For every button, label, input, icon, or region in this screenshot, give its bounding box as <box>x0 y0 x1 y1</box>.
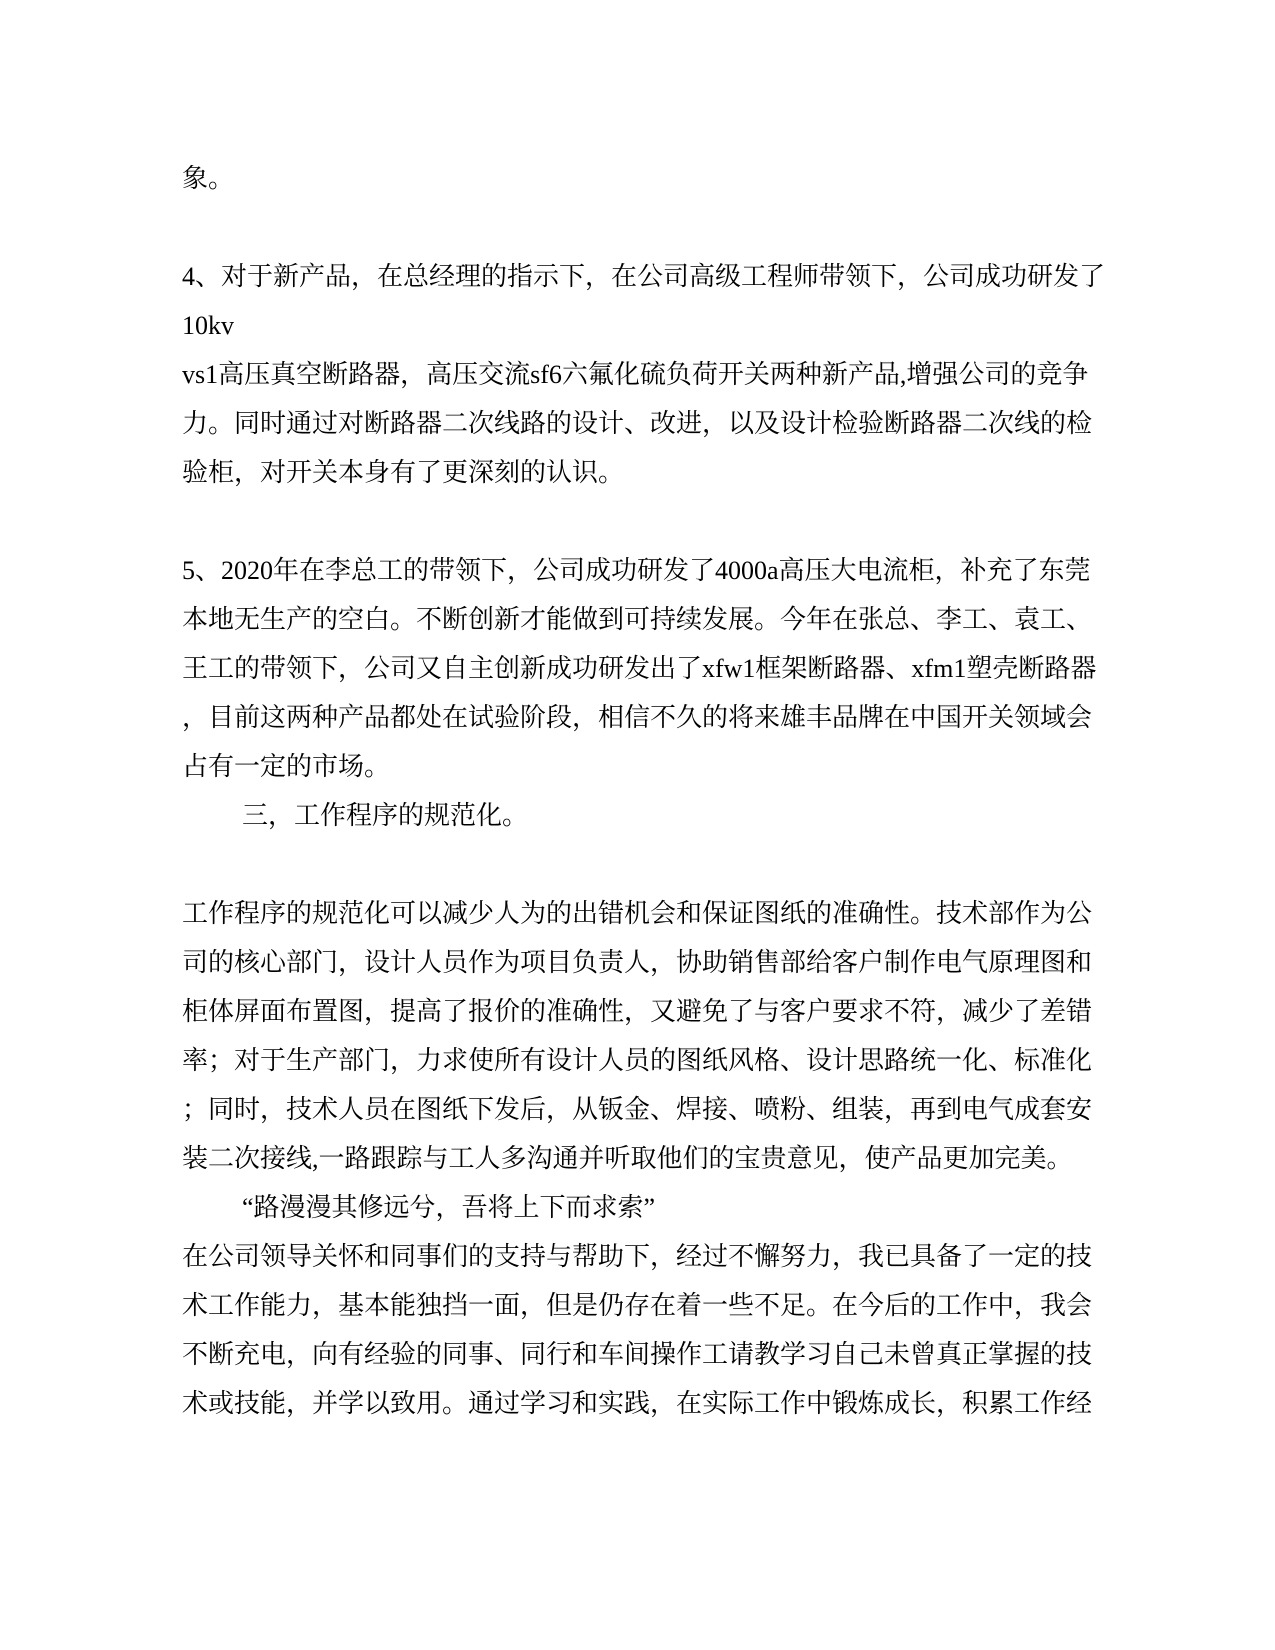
text-line: 王工的带领下，公司又自主创新成功研发出了xfw1框架断路器、xfm1塑壳断路器 <box>182 654 1097 683</box>
text-line: 率；对于生产部门，力求使所有设计人员的图纸风格、设计思路统一化、标准化 <box>182 1046 1093 1075</box>
text-line: 5、2020年在李总工的带领下，公司成功研发了4000a高压大电流柜，补充了东莞 <box>182 556 1091 585</box>
paragraph-item-5 <box>182 546 1115 840</box>
text-line: 工作程序的规范化可以减少人为的出错机会和保证图纸的准确性。技术部作为公 <box>182 899 1093 928</box>
text-line: 4、对于新产品，在总经理的指示下，在公司高级工程师带领下，公司成功研发了 <box>182 262 1106 291</box>
text-line: 术或技能，并学以致用。通过学习和实践，在实际工作中锻炼成长，积累工作经 <box>182 1389 1093 1418</box>
text-line: 术工作能力，基本能独挡一面，但是仍存在着一些不足。在今后的工作中，我会 <box>182 1291 1093 1320</box>
text-line: 10kv <box>182 311 234 340</box>
quote-line: “路漫漫其修远兮，吾将上下而求索” <box>242 1193 656 1222</box>
text-line: 占有一定的市场。 <box>182 752 391 781</box>
text-line: 在公司领导关怀和同事们的支持与帮助下，经过不懈努力，我已具备了一定的技 <box>182 1242 1093 1271</box>
text-line: 象。 <box>182 164 235 193</box>
text-line: 柜体屏面布置图，提高了报价的准确性，又避免了与客户要求不符，减少了差错 <box>182 997 1093 1026</box>
paragraph-continuation <box>182 154 1115 203</box>
text-line: 司的核心部门，设计人员作为项目负责人，协助销售部给客户制作电气原理图和 <box>182 948 1093 977</box>
text-line: ；同时，技术人员在图纸下发后，从钣金、焊接、喷粉、组装，再到电气成套安 <box>182 1095 1093 1124</box>
text-line: 装二次接线,一路跟踪与工人多沟通并听取他们的宝贵意见，使产品更加完美。 <box>182 1144 1073 1173</box>
text-line: 验柜，对开关本身有了更深刻的认识。 <box>182 458 625 487</box>
text-line: vs1高压真空断路器，高压交流sf6六氟化硫负荷开关两种新产品,增强公司的竞争 <box>182 360 1089 389</box>
paragraph-item-4 <box>182 252 1115 497</box>
text-line: 本地无生产的空白。不断创新才能做到可持续发展。今年在张总、李工、袁工、 <box>182 605 1093 634</box>
section-heading-line: 三，工作程序的规范化。 <box>242 801 529 830</box>
text-line: ，目前这两种产品都处在试验阶段，相信不久的将来雄丰品牌在中国开关领域会 <box>182 703 1093 732</box>
text-line: 不断充电，向有经验的同事、同行和车间操作工请教学习自己未曾真正掌握的技 <box>182 1340 1093 1369</box>
text-line: 力。同时通过对断路器二次线路的设计、改进，以及设计检验断路器二次线的检 <box>182 409 1093 438</box>
paragraph-section-3 <box>182 889 1115 1428</box>
